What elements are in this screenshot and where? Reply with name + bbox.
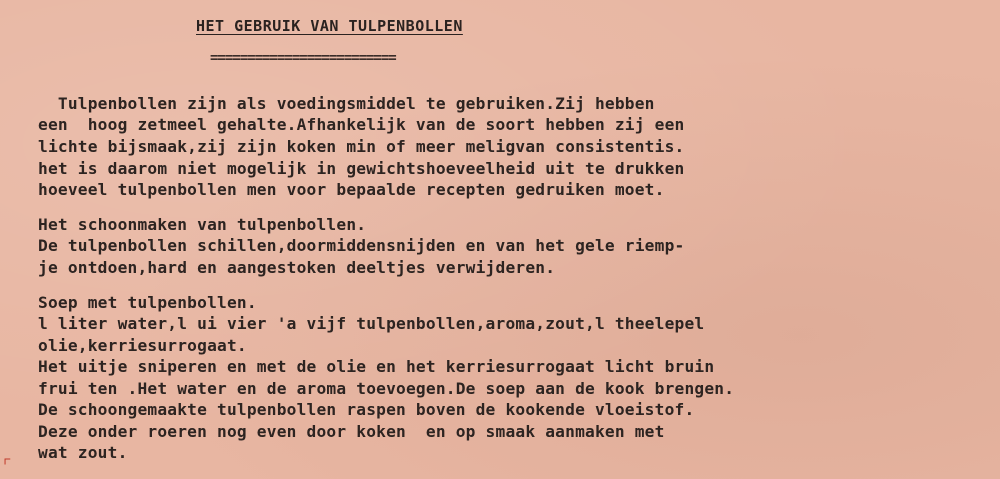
text-line: hoeveel tulpenbollen men voor bepaalde recepten gedruiken moet. xyxy=(38,180,665,199)
text-line: frui ten .Het water en de aroma toevoegen.De soep aan de kook brengen. xyxy=(38,379,735,398)
text-line: een hoog zetmeel gehalte.Afhankelijk van de soort hebben zij een xyxy=(38,115,685,134)
corner-mark-icon: ⌜ xyxy=(2,455,13,476)
text-line: Tulpenbollen zijn als voedingsmiddel te gebruiken.Zij hebben xyxy=(38,94,655,113)
title-underline-rule: ========================= xyxy=(210,50,396,66)
text-line: Deze onder roeren nog even door koken en op smaak aanmaken met xyxy=(38,422,665,441)
text-line: olie,kerriesurrogaat. xyxy=(38,336,247,355)
text-line: je ontdoen,hard en aangestoken deeltjes verwijderen. xyxy=(38,258,556,277)
text-line: l liter water,l ui vier 'a vijf tulpenbollen,aroma,zout,l theelepel xyxy=(38,314,705,333)
text-line: Het uitje sniperen en met de olie en het kerriesurrogaat licht bruin xyxy=(38,357,715,376)
text-line: het is daarom niet mogelijk in gewichtshoeveelheid uit te drukken xyxy=(38,159,685,178)
text-line: De schoongemaakte tulpenbollen raspen boven de kookende vloeistof. xyxy=(38,400,695,419)
text-line: lichte bijsmaak,zij zijn koken min of meer meligvan consistentis. xyxy=(38,137,685,156)
section-heading: Soep met tulpenbollen. xyxy=(38,293,257,312)
document-title: HET GEBRUIK VAN TULPENBOLLEN xyxy=(196,17,463,35)
text-line: De tulpenbollen schillen,doormiddensnijden en van het gele riemp- xyxy=(38,236,685,255)
text-line: wat zout. xyxy=(38,443,128,462)
section-heading: Het schoonmaken van tulpenbollen. xyxy=(38,215,367,234)
